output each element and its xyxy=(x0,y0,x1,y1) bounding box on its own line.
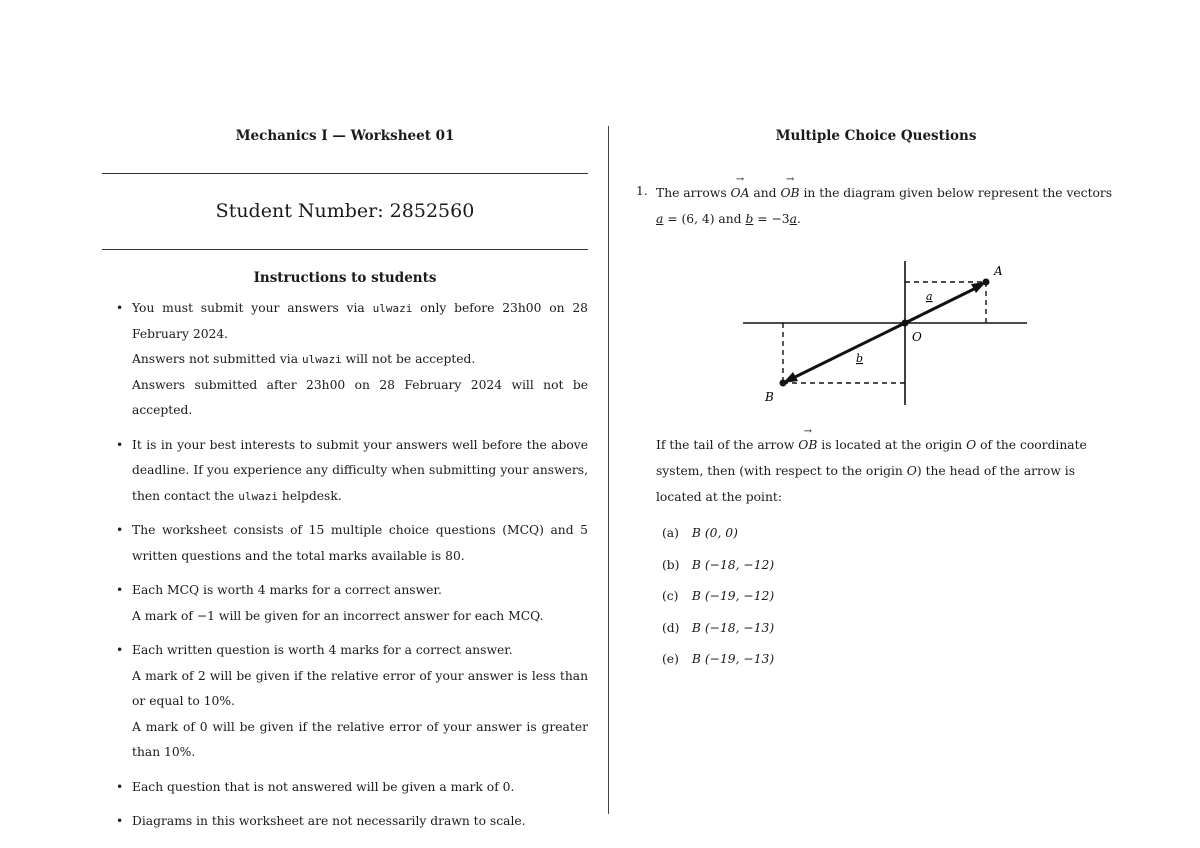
question-paragraph xyxy=(656,430,1116,510)
instruction-line xyxy=(132,604,588,630)
instructions-title: Instructions to students xyxy=(253,270,437,286)
question-number: 1. xyxy=(636,184,648,198)
instruction-line xyxy=(132,638,588,664)
vector-b-symbol: b xyxy=(745,212,754,226)
bullet-dot: • xyxy=(116,583,124,597)
option-value: B (−19, −13) xyxy=(691,652,775,666)
origin-symbol: O xyxy=(906,464,917,478)
system-name: ulwazi xyxy=(238,489,278,503)
bullet-dot: • xyxy=(116,814,124,828)
worksheet-title: Mechanics I — Worksheet 01 xyxy=(235,128,455,144)
point-a xyxy=(983,279,990,286)
option-c[interactable] xyxy=(662,581,774,613)
vector-ob: OB → xyxy=(798,430,817,458)
instruction-text: only before 23h00 on 28 February 2024. xyxy=(132,301,588,341)
instruction-text: The worksheet consists of 15 multiple choice questions (MCQ) and 5 written questions and the total marks available is 80. xyxy=(132,523,588,563)
system-name: ulwazi xyxy=(301,353,342,366)
question-text xyxy=(656,178,1116,232)
instruction-text: A mark of 0 will be given if the relative error of your answer is greater than 10%. xyxy=(132,719,588,759)
label-vector-b: b xyxy=(856,352,864,365)
option-value: B (−18, −12) xyxy=(691,557,775,572)
mcq-title: Multiple Choice Questions xyxy=(775,128,977,144)
bottom-rule xyxy=(102,249,588,250)
paragraph-part: is located at the origin xyxy=(817,438,967,452)
instruction-line xyxy=(132,809,588,835)
option-value: B (0, 0) xyxy=(691,526,738,540)
instruction-text: You must submit your answers via xyxy=(132,301,373,315)
instruction-text: Each written question is worth 4 marks for a correct answer. xyxy=(132,643,513,657)
instruction-text: will not be accepted. xyxy=(341,352,476,366)
label-vector-a: a xyxy=(926,290,933,303)
instruction-text: It is in your best interests to submit your answers well before the above deadline. If you experience any difficulty when submitting your answers, then contact the xyxy=(132,437,588,503)
label-a: A xyxy=(994,264,1003,278)
vector-b-arrow xyxy=(793,323,905,378)
option-value: B (−19, −12) xyxy=(691,589,775,603)
instruction-line xyxy=(132,775,588,801)
question-text-part: = −3 xyxy=(753,212,790,226)
right-column xyxy=(636,0,1116,848)
origin-point xyxy=(902,320,909,327)
instruction-line xyxy=(132,373,588,424)
instruction-line xyxy=(132,433,588,510)
instruction-line xyxy=(132,347,588,373)
vector-a-arrow xyxy=(905,288,976,323)
bullet-dot: • xyxy=(116,301,124,315)
instruction-item xyxy=(102,809,588,835)
instruction-item xyxy=(102,578,588,629)
option-label: (c) xyxy=(662,589,679,603)
vector-a-symbol: a xyxy=(656,212,664,226)
option-a[interactable] xyxy=(662,518,774,550)
label-b: B xyxy=(765,390,774,404)
bullet-dot: • xyxy=(116,523,124,537)
instruction-text: Each question that is not answered will be given a mark of 0. xyxy=(132,779,515,794)
instruction-item xyxy=(102,775,588,801)
paragraph-part: of the coordinate system, then (with respect to the origin xyxy=(656,438,1087,478)
point-b xyxy=(780,380,787,387)
option-d[interactable] xyxy=(662,613,774,645)
vector-a-symbol: a xyxy=(789,212,797,226)
instruction-text: A mark of −1 will be given for an incorrect answer for each MCQ. xyxy=(132,608,544,623)
column-divider xyxy=(608,126,609,814)
instruction-line xyxy=(132,518,588,569)
option-label: (a) xyxy=(662,526,679,540)
paragraph-part: If the tail of the arrow xyxy=(656,438,799,452)
bullet-dot: • xyxy=(116,437,124,452)
left-column xyxy=(102,0,588,848)
question-text-part: in the diagram given below represent the vectors xyxy=(799,186,1113,200)
option-value: B (−18, −13) xyxy=(691,620,775,635)
instruction-line xyxy=(132,296,588,347)
vector-oa: OA → xyxy=(731,178,750,206)
question-1 xyxy=(636,178,1116,232)
origin-symbol: O xyxy=(966,438,977,452)
instruction-text: Diagrams in this worksheet are not necessarily drawn to scale. xyxy=(132,814,526,828)
student-number: Student Number: 2852560 xyxy=(215,200,475,222)
answer-options xyxy=(662,518,774,676)
label-o: O xyxy=(912,330,922,344)
instruction-item xyxy=(102,638,588,766)
bullet-dot: • xyxy=(116,643,124,657)
instruction-item xyxy=(102,433,588,510)
bullet-dot: • xyxy=(116,779,124,794)
question-text-part: and xyxy=(749,186,781,200)
instruction-line xyxy=(132,664,588,715)
instruction-text: Answers not submitted via xyxy=(132,352,302,366)
instruction-line xyxy=(132,715,588,766)
question-text-part: = (6, 4) and xyxy=(663,212,746,226)
option-e[interactable] xyxy=(662,644,774,676)
option-label: (b) xyxy=(662,557,680,572)
instruction-text: helpdesk. xyxy=(278,488,342,503)
option-label: (d) xyxy=(662,620,680,635)
instruction-text: Each MCQ is worth 4 marks for a correct answer. xyxy=(132,583,442,597)
option-b[interactable] xyxy=(662,550,774,582)
vector-ob: OB → xyxy=(780,178,799,206)
instructions-list xyxy=(102,296,588,844)
vector-diagram xyxy=(740,258,1030,408)
instruction-text: A mark of 2 will be given if the relative error of your answer is less than or equal to 10%. xyxy=(132,668,588,708)
system-name: ulwazi xyxy=(372,302,413,315)
option-label: (e) xyxy=(662,652,679,666)
top-rule xyxy=(102,173,588,174)
question-text-part: . xyxy=(796,212,801,226)
paragraph-part: ) the head of the arrow is located at the point: xyxy=(656,464,1076,504)
instruction-item xyxy=(102,296,588,424)
instruction-text: Answers submitted after 23h00 on 28 February 2024 will not be accepted. xyxy=(132,377,588,417)
instruction-line xyxy=(132,578,588,604)
question-text-part: The arrows xyxy=(656,186,731,200)
instruction-item xyxy=(102,518,588,569)
